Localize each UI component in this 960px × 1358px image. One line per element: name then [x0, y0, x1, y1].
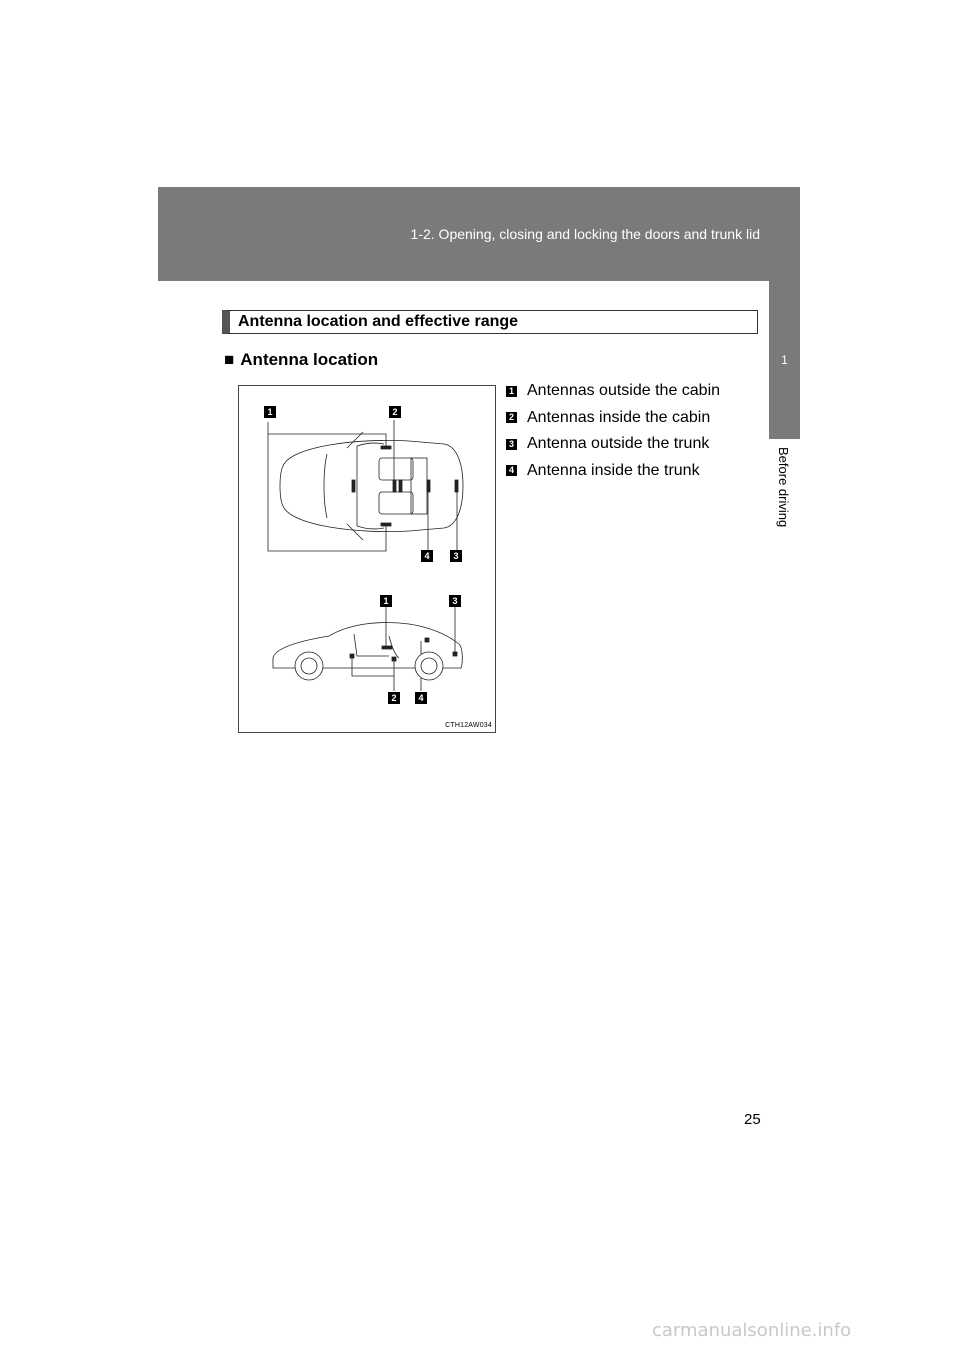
legend-item	[506, 378, 720, 405]
legend-item	[506, 431, 720, 458]
subheading	[224, 350, 378, 370]
chapter-label: Before driving	[776, 447, 791, 528]
number-badge-icon: 4	[506, 465, 517, 476]
label-4-badge-icon: 4	[415, 692, 427, 704]
label-1-badge-icon: 1	[380, 595, 392, 607]
legend-text: Antennas inside the cabin	[527, 408, 711, 426]
chapter-tab	[769, 281, 800, 439]
label-3-badge-icon: 3	[449, 595, 461, 607]
bullet-square-icon: ■	[224, 350, 235, 369]
page-number: 25	[744, 1111, 761, 1128]
header-title: 1-2. Opening, closing and locking the doors and trunk lid	[410, 226, 760, 242]
antenna-legend	[506, 378, 720, 484]
watermark: carmanualsonline.info	[652, 1320, 852, 1341]
legend-item	[506, 458, 720, 485]
antenna-location-figure	[238, 385, 496, 733]
legend-text: Antenna inside the trunk	[527, 461, 700, 479]
number-badge-icon: 3	[506, 439, 517, 450]
label-2-badge-icon: 2	[389, 406, 401, 418]
legend-text: Antennas outside the cabin	[527, 382, 721, 400]
label-3-badge-icon: 3	[450, 550, 462, 562]
subheading-text: Antenna location	[240, 350, 379, 369]
label-1-badge-icon: 1	[264, 406, 276, 418]
chapter-number: 1	[781, 353, 788, 367]
section-title: Antenna location and effective range	[222, 310, 758, 334]
number-badge-icon: 1	[506, 386, 517, 397]
figure-code: CTH12AW034	[445, 722, 492, 729]
legend-item	[506, 405, 720, 432]
legend-text: Antenna outside the trunk	[527, 435, 710, 453]
label-4-badge-icon: 4	[421, 550, 433, 562]
label-2-badge-icon: 2	[388, 692, 400, 704]
number-badge-icon: 2	[506, 412, 517, 423]
header-bar	[158, 187, 800, 281]
